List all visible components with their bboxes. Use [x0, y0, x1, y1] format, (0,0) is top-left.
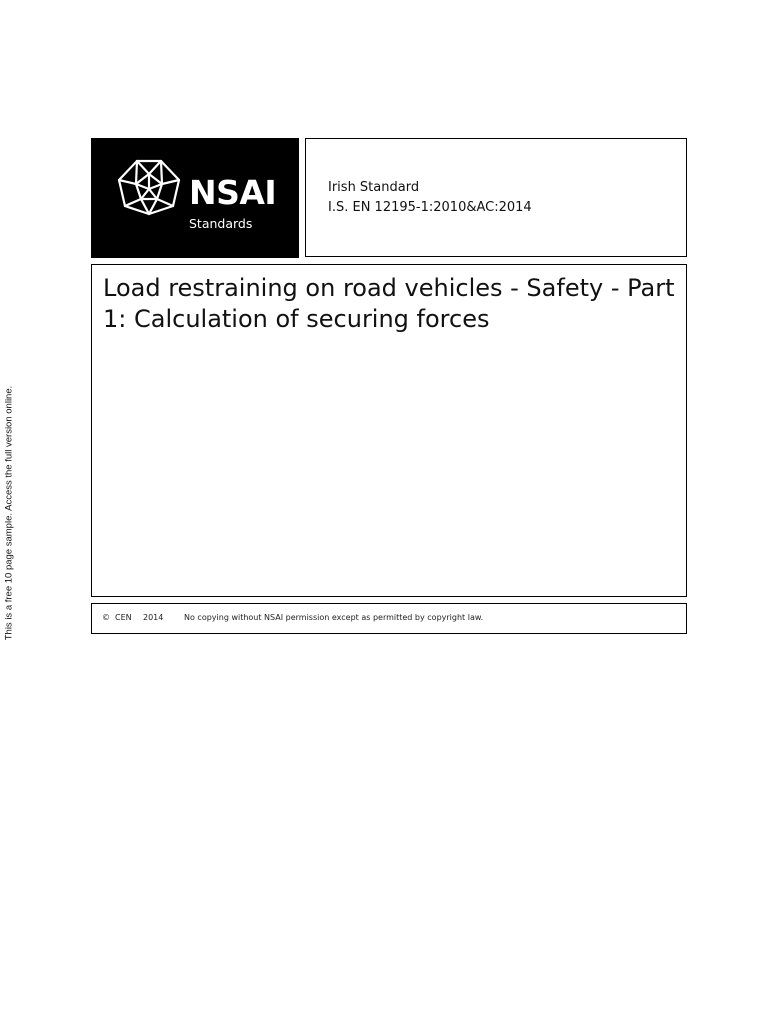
standard-info-box [305, 138, 687, 257]
polyhedron-icon [117, 158, 181, 216]
sample-notice-vertical [0, 380, 18, 645]
copyright-notice: No copying without NSAI permission except as permitted by copyright law. [184, 613, 484, 622]
title-box [91, 264, 687, 597]
nsai-logo [91, 138, 299, 258]
copyright-year: 2014 [143, 613, 164, 622]
copyright-footer [91, 603, 687, 634]
logo-wordmark: NSAI [189, 173, 277, 212]
copyright-symbol: © [102, 613, 110, 622]
standard-number: I.S. EN 12195-1:2010&AC:2014 [328, 200, 532, 215]
copyright-org: CEN [115, 613, 132, 622]
document-title: Load restraining on road vehicles - Safety - Part 1: Calculation of securing forces [103, 274, 675, 333]
sample-notice-text: This is a free 10 page sample. Access the full version online. [3, 385, 15, 640]
logo-subtitle: Standards [189, 216, 253, 231]
standard-type: Irish Standard [328, 180, 420, 195]
